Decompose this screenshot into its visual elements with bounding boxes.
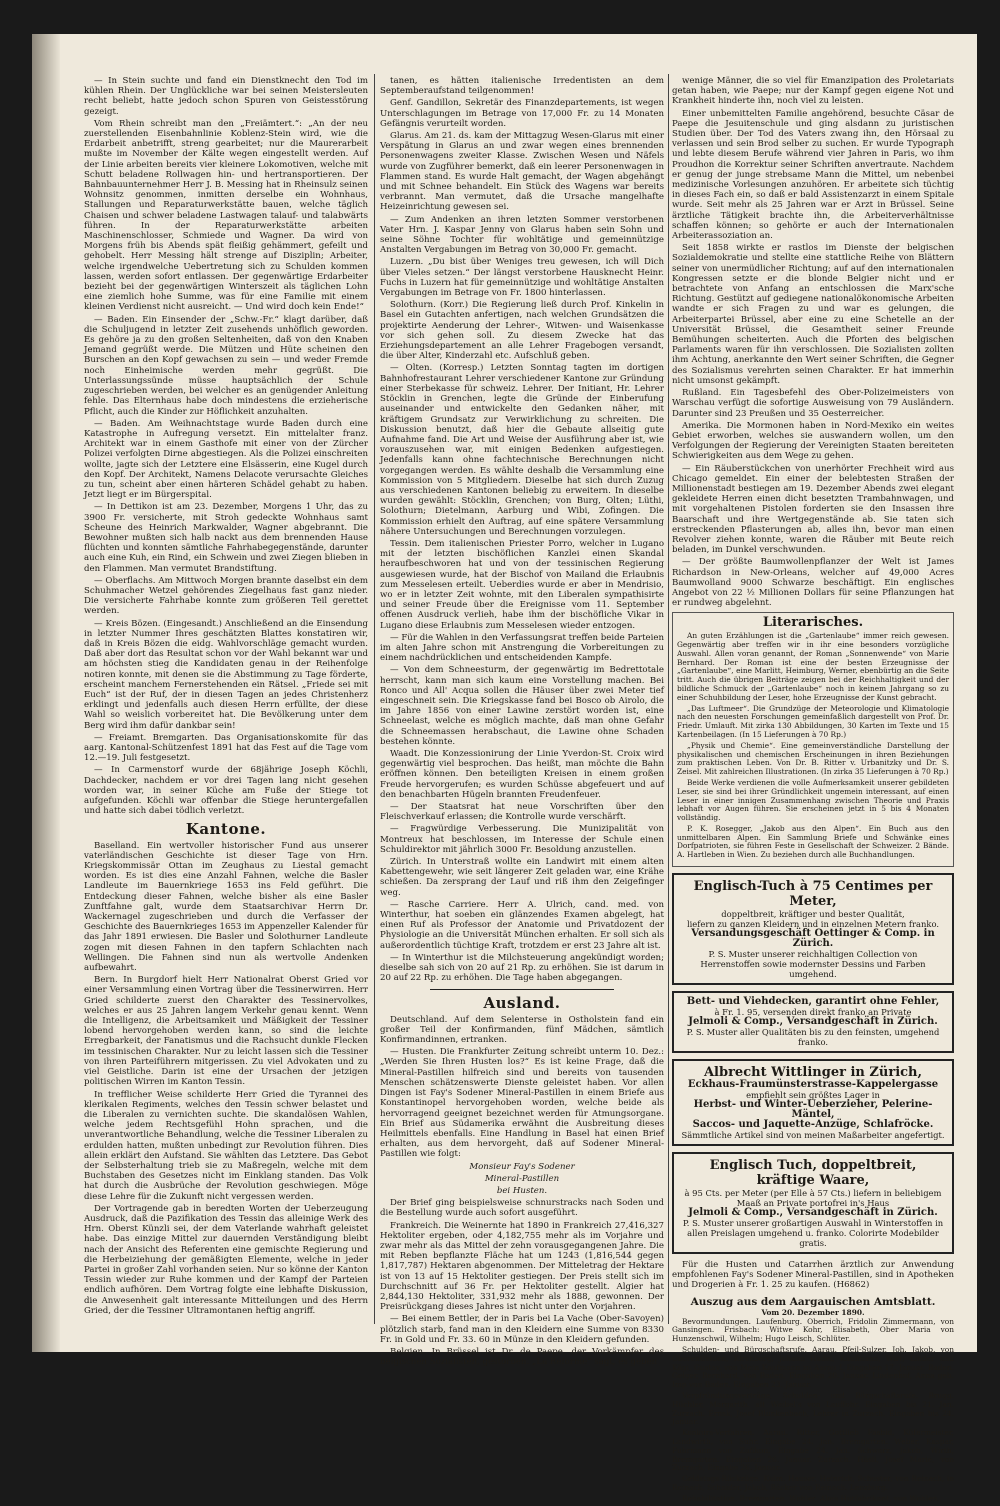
column-3 xyxy=(672,76,954,1506)
quoted-address-line: Monsieur Fay's Sodener xyxy=(469,1161,575,1172)
ad-text: Sämmtliche Artikel sind von meinen Maßarbeiter angefertigt. xyxy=(681,1130,945,1141)
advertisement-bettdecken-jelmoli xyxy=(672,991,954,1053)
literarisches-heading: Literarisches. xyxy=(762,615,864,631)
article-paragraph: — Husten. Die Frankfurter Zeitung schreibt unterm 10. Dez.: „Werden Sie Ihren Husten los?“ Es ist keine Frage, daß die Mineral-Pastillen hilfreich sind und bereits von tausenden Menschen schätzenswerte Dienste geleistet haben. Vor allen Dingen ist Fay's Sodener Mineral-Pastillen in einem Briefe aus Konstantinopel hervorgehoben worden, welche beide als hervorragend geeignet bezeichnet werden für Atmungsorgane. Ein Brief aus Südamerika erwähnt die Ausbreitung dieses Heilmittels ebenfalls. Eine Handlung in Basel hat einen Brief erhalten, aus dem hervorgeht, daß auf Sodener Mineral-Pastillen wie folgt: xyxy=(380,1047,664,1160)
article-paragraph: An guten Erzählungen ist die „Gartenlaube“ immer reich gewesen. Gegenwärtig aber treffen wir in ihr eine besonders vorzügliche Auswahl. Allen voran genannt, der Roman „Sonnenwende“ von Marie Bernhard. Der Roman ist eine der besten Erzeugnisse der „Gartenlaube“, eine Marlitt, Heimburg, Werner, ebenbürtig an die Seite tritt. Auch die übrigen Beiträge zeigen bei der Reichhaltigkeit und der bildliche Schmuck der „Gartenlaube“ noch in keinem Jahrgang so zu einer Schuhbildung der Leser, hohe Erzeugnisse der Kunst gebracht. xyxy=(677,631,949,702)
article-paragraph: Waadt. Die Konzessionirung der Linie Yverdon-St. Croix wird gegenwärtig viel besprochen. Das heißt, man möchte die Bahn eröffnen können. Den beteiligten Kreisen in einem großen Freude hervorgerufen; es wurden Schüsse abgefeuert und auf den benachbarten Hügeln brannten Freudenfeuer. xyxy=(380,749,664,800)
section-heading-kantone: Kantone. xyxy=(185,820,267,839)
column-1 xyxy=(84,76,368,1318)
advertisement-englisch-tuch-jelmoli xyxy=(672,1152,954,1254)
amtsblatt-entry: Rehabilitation. Bremgarten. Wohler, Alois Hutfabrikant, von Wohlen. xyxy=(682,1493,940,1503)
article-paragraph: Solothurn. (Korr.) Die Regierung ließ durch Prof. Kinkelin in Basel ein Gutachten anfertigen, nach welchen Grundsätzen die projektirte Aenderung der Lehrer-, Witwen- und Waisenkasse vor sich gehen soll. Zu diesem Zwecke hat das Erziehungsdepartement an alle Lehrer Fragebogen versandt, die über Alter, Kinderzahl etc. Aufschluß geben. xyxy=(380,300,664,362)
amtsblatt-entry: Konkurs-Verfahren. Aarau. Ritter, Gottlieb Fasbid, Küfermeister, Landwirth, von Suhr. Eingabe 24. Jan. Bremgarten. Weber, Kaspar, Fuhrmann von Zufikon. Eingabe 24. Jan. Schwarz, Jakob, Wirth, Bremgarten. Eingaben 26. Januar. Zurzach. Häsli, Josef Marie, von Zurzach, Eingabe 26. Januar. xyxy=(672,1428,954,1473)
article-paragraph: Vom Rhein schreibt man den „Freiämtert.“: „An der neu zuerstellenden Eisenbahnlinie Koblenz-Stein wird, wie die Erdarbeit anbetrifft, streng gearbeitet; nur die Maurerarbeit mußte im November der Kälte wegen eingestellt werden. Auf der Linie arbeiten bereits vier kleinere Lokomotiven, welche mit Schutt beladene Rollwagen hin- und hertransportieren. Der Bahnbauunternehmer Herr J. B. Messing hat in Rheinsulz seinen Wohnsitz genommen, inmitten derselbe ein Wohnhaus, Stallungen und Reparaturwerkstätte bauen, welche täglich Chaisen und schwer beladene Lastwagen talauf- und talabwärts führen. In der Reparaturwerkstätte arbeiten Maschinenschlosser, Schmiede und Wagner. Da wird von Morgens früh bis Abends spät fleißig gehämmert, gefeilt und gehobelt. Herr Messing hält strenge auf Disziplin; Arbeiter, welche irgendwelche Uebertretung sich zu Schulden kommen lassen, werden sofort entlassen. Der gegenwärtige Erdarbeiter bezieht bei der gegenwärtigen Winterszeit als täglichen Lohn eine ziemlich hohe Summe, was für eine Familie mit einem kleinen Verdienst nicht ausreicht. — Und wird doch kein Ende!“ xyxy=(84,118,368,313)
amtsblatt-entry: Verpfründungsverträge, Schulden- und Bürgschaftsrufe. Brugg. Hüchler, Margarith, alt Weibel's von Lauffohr. Eingaben bis 21. Jan. Zurzach. Ernsk, Josef Blunkenbach, Lehrer in Zurzach. Eingaben bis 24. Januar. xyxy=(672,1391,954,1427)
article-paragraph: Amerika. Die Mormonen haben in Nord-Mexiko ein weites Gebiet erworben, welches sie auswandern wollen, um den Verfolgungen der Regierung der Vereinigten Staaten bereiteten Schwierigkeiten aus dem Wege zu gehen. xyxy=(672,420,954,462)
literarisches-section xyxy=(672,612,954,867)
ad-headline: Englisch Tuch, doppeltbreit, kräftige Waare, xyxy=(709,1158,917,1189)
amtsblatt-entry: Schulden- und Bürgschaftsrufe. Aarau. Pfeil-Sulzer, Joh. Jakob, von Oberentfelden, Kirchberg, Johann Hadel, Kaufmann, Wirt; Linder und Kägi, Gustav, von Mein Kaufmann zu Aarau f. Eingaben 17. Januar. Baden. Geiger, Bernhard, von Baden, Eingaben 20. Januar. Lindenhof, Anna geb. Imp von Baden. Eingaben 23. Januar. xyxy=(672,1345,954,1390)
amtsblatt-entries xyxy=(672,1318,954,1504)
article-paragraph: — Kreis Bözen. (Eingesandt.) Anschließend an die Einsendung in letzter Nummer Ihres geschätzten Blattes konstatiren wir, daß in Kreis Bözen die eidg. Wahlvorschläge gemacht wurden. Daß aber dort das Resultat schon vor der Wahl bekannt war und am höchsten stieg die Kandidaten genau in der Reihenfolge notiren konnte, mit denen sie die Abstimmung zu Tage förderte, erscheint manchem Fernerstehenden ein Rätsel. „Friede sei mit Euch“ ist der Ruf, der in diesen Tagen an jedes Christenherz erklingt und jedenfalls auch diesen Herrn erfüllte, der diese Wahl so weislich vorbereitet hat. Die Bevölkerung unter dem Berg wird ihm dafür dankbar sein! xyxy=(84,618,368,731)
article-paragraph: — Oberflachs. Am Mittwoch Morgen brannte daselbst ein dem Schuhmacher Wetzel gehörendes Ziegelhaus fast ganz nieder. Die versicherte Fahrhabe konnte zum größeren Teil gerettet werden. xyxy=(84,575,368,617)
article-paragraph: wenige Männer, die so viel für Emanzipation des Proletariats getan haben, wie Paepe; nur der Kampf gegen eigene Not und Krankheit hinderte ihn, noch viel zu leisten. xyxy=(672,76,954,107)
article-paragraph: Baselland. Ein wertvoller historischer Fund aus unserer vaterländischen Geschichte ist dieser Tage von Hrn. Kriegskommissär Ottan im Zeughaus zu Liestal gemacht worden. Es ist dies eine Anzahl Fahnen, welche die Basler Landleute im Bauernkriege 1653 ins Feld geführt. Die Entdeckung dieser Fahnen, welche bisher als eine Basler Zunftfahne galt, wurde dem Staatsarchivar Herrn Dr. Wackernagel zugeschrieben und durch die Verfasser der Geschichte des Bauernkrieges 1653 im Appenzeller Kalender für das Jahr 1891 erwiesen. Die Basler und Solothurner Landleute zogen mit diesen Fahnen in den tapfern Schlachten nach Wellingen. Die Fahnen sind nun als wertvolle Andenken aufbewahrt. xyxy=(84,840,368,974)
ad-company: Jelmoli & Comp., Versandgeschäft in Zürich. xyxy=(688,1207,938,1219)
article-paragraph: „Physik und Chemie“. Eine gemeinverständliche Darstellung der physikalischen und chemischen Erscheinungen in ihren Beziehungen zum praktischen Leben. Von Dr. B. Ritter v. Urbanitzky und Dr. S. Zeisel. Mit zahlreichen Illustrationen. (In zirka 35 Lieferungen à 70 Rp.) xyxy=(677,740,949,777)
article-paragraph: Der Brief ging beispielsweise schnurstracks nach Soden und die Bestellung wurde auch sofort ausgeführt. xyxy=(380,1198,664,1219)
article-paragraph: — Von dem Schneesturm, der gegenwärtig im Bedrettotale herrscht, kann man sich kaum eine Vorstellung machen. Bei Ronco und All' Acqua sollen die Häuser über zwei Meter tief eingeschneit sein. Die Kriegskasse fand bei Bosco ob Airolo, die im Jahre 1856 von einer Lawine zerstört worden ist, eine Schneelast, welche es möglich machte, daß man ohne Gefahr die Schneemassen herabschaut, die Lawine ohne Schaden bestehen könnte. xyxy=(380,665,664,747)
article-paragraph: Tessin. Dem italienischen Priester Porro, welcher in Lugano mit der letzten bischöflichen Kanzlei einen Skandal heraufbeschworen hat und von der tessinischen Regierung ausgewiesen wurde, hat der Bischof von Mailand die Erlaubnis zum Messelesen erteilt. Ueberdies wurde er aber in Mendrisio, wo er in letzter Zeit wohnte, mit den Liberalen sympathisirte und seiner Freude über die Ereignisse vom 11. September offenen Ausdruck verlieh, habe ihm der bischöfliche Vikar in Lugano diese Erlaubnis zum Messelesen wieder entzogen. xyxy=(380,538,664,631)
newspaper-page xyxy=(32,34,977,1503)
column-2 xyxy=(380,76,664,1369)
section-divider xyxy=(430,989,614,990)
article-paragraph: Luzern. „Du bist über Weniges treu gewesen, ich will Dich über Vieles setzen.“ Der längst verstorbene Hausknecht Heinr. Fuchs in Luzern hat für gemeinnützige und wohltätige Anstalten Vergabungen im Betrage von Fr. 1800 hinterlassen. xyxy=(380,257,664,299)
ad-text: Saccos- und Jaquette-Anzüge, Schlafröcke. xyxy=(692,1119,934,1131)
article-paragraph: Seit 1858 wirkte er rastlos im Dienste der belgischen Sozialdemokratie und stellte eine stattliche Reihe von Blättern seiner von unermüdlicher Richtung; auf auf den internationalen Kongressen setzte er die blonde Belgier nicht und er betrachtete von Anfang an entschlossen die Marx'sche Richtung. Gestützt auf gediegene nationalökonomische Arbeiten wandte er sich Fragen zu und war es gelungen, die Arbeiterpartei Brüssel, aber eine zu eine Schetelle an der Universität Brüssel, die Gesamtheit seiner Freunde Bemühungen scheiterten. Auch die Pforten des belgischen Parlaments waren für ihn verschlossen. Die Sozialisten zollten ihm Achtung, anerkannte den Wert seiner Schriften, die Gegner des Sozialismus verehrten seinen Charakter. Er hat immerhin nicht umsonst gekämpft. xyxy=(672,243,954,386)
article-paragraph: „Das Luftmeer“. Die Grundzüge der Meteorologie und Klimatologie nach den neuesten Forschungen gemeinfaßlich dargestellt von Prof. Dr. Friedr. Umlauft. Mit zirka 130 Abbildungen, 30 Karten im Texte und 15 Kartenbeilagen. (In 15 Lieferungen à 70 Rp.) xyxy=(677,703,949,739)
section-heading-ausland: Ausland. xyxy=(483,994,561,1013)
article-paragraph: Frankreich. Die Weinernte hat 1890 in Frankreich 27,416,327 Hektoliter ergeben, oder 4,182,755 mehr als im Vorjahre und zwar mehr als das Mittel der zehn vorausgegangenen Jahre. Die mit Reben bepflanzte Fläche hat um 1243 (1,816,544 gegen 1,817,787) Hektaren abgenommen. Der Mitteletrag der Hektare ist von 13 auf 15 Hektoliter gestiegen. Der Preis stellt sich im Durchschnitt auf 36 Fr. per Hektoliter gestellt. Algier hat 2,844,130 Hektoliter, 331,932 mehr als 1888, gewonnen. Der Preisrückgang dieses Jahres ist nicht unter den Vorjahren. xyxy=(380,1220,664,1313)
ad-text: P. S. Muster unserer reichhaltigen Collection von Herrenstoffen sowie modernster Dessins und Farben umgehend. xyxy=(700,949,926,980)
article-paragraph: — Der Staatsrat hat neue Vorschriften über den Fleischverkauf erlassen; die Kontrolle wurde verschärft. xyxy=(380,802,664,823)
article-paragraph: — In Stein suchte und fand ein Dienstknecht den Tod im kühlen Rhein. Der Unglückliche war bei seinen Meistersleuten recht beliebt, hatte jedoch schon Spuren von Geistesstörung gezeigt. xyxy=(84,76,368,117)
article-paragraph: Zürich. In Unterstraß wollte ein Landwirt mit einem alten Kabettengewehr, wie seit längerer Zeit geladen war, eine Krähe schießen. Da zersprang der Lauf und riß ihm den Zeigefinger weg. xyxy=(380,857,664,898)
article-paragraph: — Freiamt. Bremgarten. Das Organisationskomite für das aarg. Kantonal-Schützenfest 1891 hat das Fest auf die Tage vom 12.—19. Juli festgesetzt. xyxy=(84,732,368,764)
advertisement-fays-pastillen: Für die Husten und Catarrhen ärztlich zur Anwendung empfohlenen Fay's Sodener Mineral-Pastillen, sind in Apotheken und Drogerien à Fr. 1. 25 zu kaufen. (H6862) xyxy=(672,1260,954,1291)
article-paragraph: — Ein Räuberstückchen von unerhörter Frechheit wird aus Chicago gemeldet. Ein einer der belebtesten Straßen der Millionenstadt bestiegen am 19. Dezember Abends zwei elegant gekleidete Herren einen dicht besetzten Trambahnwagen, und mit vorgehaltenen Pistolen forderten sie den Insassen ihre Baarschaft und ihre Wertgegenstände ab. Sie taten sich erstreckenden Pflasterungen ab, alles ihn, bevor man einen Revolver ziehen konnte, waren die Räuber mit Beute reich beladen, im Dunkel verschwunden. xyxy=(672,463,954,556)
article-paragraph: — In Carmenstorf wurde der 68jährige Joseph Köchli, Dachdecker, nachdem er vor drei Tagen lang nicht gesehen worden war, in seiner Küche am Fuße der Stiege tot aufgefunden. Köchli war offenbar die Stiege heruntergefallen und hatte sich dabei tödlich verletzt. xyxy=(84,765,368,817)
ad-company: Versandungsgeschäft Oettinger & Comp. in Zürich. xyxy=(691,928,935,950)
article-paragraph: — Rasche Carriere. Herr A. Ulrich, cand. med. von Winterthur, hat soeben ein glänzendes Examen abgelegt, hat einen Ruf als Professor der Anatomie und Privatdozent der Physiologie an die Universität München erhalten. Er soll sich als außerordentlich tüchtige Kraft, trotzdem er erst 23 Jahre alt ist. xyxy=(380,899,664,951)
column-rule-2 xyxy=(668,74,669,1324)
article-paragraph: — Fragwürdige Verbesserung. Die Munizipalität von Montreux hat beschlossen, im Interesse der Schule einen Schuldirektor mit jährlich 3000 Fr. Besoldung anzustellen. xyxy=(380,824,664,855)
ad-text: à Fr. 1. 95, versenden direkt franko an Private xyxy=(714,1007,912,1018)
amtsblatt-entry: Geldstags-Rückzüge. Kulm. Hauser, Heinrich, Schuster, von Reinach, in Reinach, Schnider, Jakob, Bäcker von Reinach. Lenzburg. xyxy=(672,1474,954,1493)
ad-text: Herbst- und Winter-Ueberzieher, Pelerine-Mäntel, xyxy=(693,1099,933,1121)
article-paragraph: — Der größte Baumwollenpflanzer der Welt ist James Richardson in New-Orleans, welcher auf 49,000 Acres Baumwolland 9000 Schwarze beschäftigt. Ein englisches Angebot von 22 ½ Millionen Dollars für seine Pflanzungen hat er rundweg abgelehnt. xyxy=(672,557,954,609)
advertisement-wittlinger xyxy=(672,1059,954,1146)
article-paragraph: In trefflicher Weise schilderte Herr Gried die Tyrannei des klerikalen Regiments, welches den Tessin schwer belastet und die Liberalen zu vernichten suchte. Die skandalösen Wahlen, welche jedem Rechtsgefühl Hohn sprachen, und die unverantwortliche Behandlung, welche die Tessiner Liberalen zu erdulden hatten, mußten unbedingt zur Revolution führen. Dies allein erklärt den Aufstand. Sie wählten das Letztere. Das Gebot der Selbsterhaltung trieb sie zu Maßregeln, welche mit dem Buchstaben des Gesetzes nicht im Einklang standen. Das Volk hat durch die Ausbrüche der Revolution geschwiegen. Möge diese Lehre für die Zukunft nicht vergessen werden. xyxy=(84,1089,368,1202)
ad-text: à 95 Cts. per Meter (per Elle à 57 Cts.) liefern in beliebigem Maaß an Private portofrei in's Haus xyxy=(684,1188,942,1209)
ad-text: Eckhaus-Fraumünsterstrasse-Kappelergasse xyxy=(687,1079,939,1091)
article-paragraph: tanen, es hätten italienische Irredentisten an dem Septemberaufstand teilgenommen! xyxy=(380,76,664,97)
article-paragraph: — Bei einem Bettler, der in Paris bei La Vache (Ober-Savoyen) plötzlich starb, fand man in den Kleidern eine Summe von 8330 Fr. in Gold und Fr. 33. 60 in Münze in den Kleidern gefunden. xyxy=(380,1314,664,1345)
article-paragraph: Bern. In Burgdorf hielt Herr Nationalrat Oberst Gried vor einer Versammlung einen Vortrag über die Tessinerwirren. Herr Gried schilderte zuerst den Charakter des Tessinervolkes, welches er aus 25 Jahren langem Verkehr genau kennt. Wenn die Intelligenz, die Arbeitsamkeit und Mäßigkeit der Tessiner lobend hervorgehoben werden kann, so sind die leichte Erregbarkeit, der Fanatismus und die Rachsucht dunkle Flecken im tessinischen Charakter. Nur zu leicht lassen sich die Tessiner von ihren Parteiführern mitgerissen. Zu viel Advokaten und zu viel Geistliche. Darin ist eine der Ursachen der jetzigen politischen Wirren im Kanton Tessin. xyxy=(84,975,368,1088)
ad-text: doppeltbreit, kräftiger und bester Qualität, xyxy=(721,909,905,920)
ad-headline: Bett- und Viehdecken, garantirt ohne Fehler, xyxy=(686,996,940,1008)
ad-company: Jelmoli & Comp., Versandgeschäft in Zürich. xyxy=(688,1016,938,1028)
column-rule-1 xyxy=(374,74,375,1324)
advertisement-englisch-tuch-oettinger xyxy=(672,873,954,985)
article-paragraph: — In Dettikon ist am 23. Dezember, Morgens 1 Uhr, das zu 3900 Fr. versicherte, mit Stroh gedeckte Wohnhaus samt Scheune des Heinrich Markwalder, Wagner abgebrannt. Die Bewohner mußten sich halb nackt aus dem brennenden Hause flüchten und konnten sämtliche Fahrhabegegenstände, darunter auch eine Kuh, ein Rind, ein Schwein und zwei Ziegen blieben in den Flammen. Man vermutet Brandstiftung. xyxy=(84,502,368,574)
article-paragraph: — Baden. Ein Einsender der „Schw.-Fr.“ klagt darüber, daß die Schuljugend in letzter Zeit zusehends unhöflich geworden. Es gehöre ja zu den großen Seltenheiten, daß von den Knaben Jemand gegrüßt werde. Die Mützen und Hüte scheinen den Burschen an den Kopf gewachsen zu sein — und weder Fremde noch Einheimische werden mehr gegrüßt. Die Unterlassungssünde müsse hauptsächlich der Schule zugeschrieben werden, bei welcher es an genügender Anleitung fehle. Das Elternhaus habe doch mindestens die erzieherische Pflicht, auch die Kinder zur Höflichkeit anzuhalten. xyxy=(84,314,368,417)
amtsblatt-entry: Bevormundungen. Laufenburg. Oberrich, Fridolin Zimmermann, von Gansingen. Frisbach: Witwe Kohr, Elisabeth, Ober Maria von Hunzenschwil, Wilhelm; Hugo Leisch, Schlüter. xyxy=(672,1316,954,1344)
article-paragraph: Einer unbemittelten Familie angehörend, besuchte Cäsar de Paepe die Jesuitenschule und ging alsdann zu juristischen Studien über. Der Tod des Vaters zwang ihn, den Hörsaal zu verlassen und sein Brod selber zu suchen. Er wurde Typograph und lebte diesem Berufe während vier Jahren in Paris, wo ihm Proudhon die Korrektur seiner Schriften anvertraute. Nachdem er genug der junge strebsame Mann die Mittel, um nebenbei medizinische Vorlesungen anzuhören. Er arbeitete sich tüchtig in dieses Fach ein, so daß er bald Assistenzarzt in einem Spitale wurde. Seit mehr als 25 Jahren war er Arzt in Brüssel. Seine ärztliche Tätigkeit brachte ihn, die Arbeiterverhältnisse schaffen können; so gehörte er auch der Internationalen Arbeiterassoziation an. xyxy=(672,108,954,242)
quoted-address-line: Mineral-Pastillen xyxy=(484,1173,560,1184)
article-paragraph: Rußland. Ein Tagesbefehl des Ober-Polizeimeisters von Warschau verfügt die sofortige Ausweisung von 79 Ausländern. Darunter sind 23 Preußen und 35 Oesterreicher. xyxy=(672,388,954,419)
article-paragraph: Genf. Gandillon, Sekretär des Finanzdepartements, ist wegen Unterschlagungen im Betrage von 17,000 Fr. zu 14 Monaten Gefängnis verurteilt worden. xyxy=(380,98,664,129)
article-paragraph: — Für die Wahlen in den Verfassungsrat treffen beide Parteien im alten Jahre schon mit Anstrengung die Vorbereitungen zu einem nachdrücklichen und entscheidenden Kampfe. xyxy=(380,632,664,664)
article-paragraph: Der Vortragende gab in beredten Worten der Ueberzeugung Ausdruck, daß die Pazifikation des Tessin das alleinige Werk des Hrn. Oberst Künzli sei, der dem Vaterlande wahrhaft geleistet habe. Das einzige Mittel zur dauernden Verständigung bleibt nach der Ansicht des Referenten eine gemischte Regierung und die Herbeiziehung der gemäßigten Elemente, welche in jeder Partei in großer Zahl vorhanden seien. Nur so könne der Kanton Tessin wieder zur Ruhe kommen und der Kampf der Parteien endlich aufhören. Dem Vortrag folgte eine lebhafte Diskussion, die Anwesenheit galt interessante Mitteilungen und des Herrn Gried, der die Tessiner Ultramontanen heftig angriff. xyxy=(84,1203,368,1316)
ad-text: liefern zu ganzen Kleidern und in einzelnen Metern franko. xyxy=(686,919,940,930)
ad-headline: Albrecht Wittlinger in Zürich, xyxy=(703,1065,923,1081)
article-paragraph: Belgien. In Brüssel ist Dr. de Paepe, der Vorkämpfer des belgischen Sozialisten, gestorben. „La Reforme“ sagt, es geben xyxy=(380,1346,664,1368)
ad-headline: Englisch-Tuch à 75 Centimes per Meter, xyxy=(693,879,933,910)
article-paragraph: — Baden. Am Weihnachtstage wurde Baden durch eine Katastrophe in Aufregung versetzt. Ein mittelalter franz. Architekt war in einem Gasthofe mit einer von der Zürcher Polizei verfolgten Dirne abgestiegen. Als die Polizei einschreiten wollte, jagte sich der Letztere eine Elsässerin, eine Kugel durch den Kopf. Der Architekt, Namens Delacote verursachte Gleiches zu tun, scheint aber einen härteren Schädel gehabt zu haben. Jetzt liegt er im Bürgerspital. xyxy=(84,418,368,501)
page-binding-shadow xyxy=(32,34,60,1352)
amtsblatt-date: Vom 20. Dezember 1890. xyxy=(761,1307,865,1317)
quoted-address-line: bei Husten. xyxy=(496,1185,548,1196)
ad-text: P. S. Muster unserer großartigen Auswahl in Winterstoffen in allen Preislagen umgehend u. franko. Colorirte Modebilder gratis. xyxy=(682,1218,944,1249)
article-paragraph: — Olten. (Korresp.) Letzten Sonntag tagten im dortigen Bahnhofrestaurant Lehrer verschiedener Kantone zur Gründung einer Sterbekasse für schweiz. Lehrer. Der Initiant, Hr. Lehrer Stöcklin in Grenchen, legte die Gründe der Einberufung auseinander und entwickelte den Gedanken näher, mit kräftigem Grundsatz zur Verwirklichung zu schreiten. Die Diskussion benutzt, daß hier die Gebaute allseitig gute Aufnahme fand. Die Art und Weise der Ausführung aber ist, wie vorauszusehen war, mit einigen Bedenken aufgestiegen. Jedenfalls kann ohne fachtechnische Berechnungen nicht vorgegangen werden. Es wählte deshalb die Versammlung eine Kommission von 5 Mitgliedern. Dieselbe hat sich durch Zuzug aus verschiedenen Kantonen beliebig zu erweitern. In dieselbe wurden gewählt: Stöcklin, Grenchen; von Burg, Olten; Lüthi, Solothurn; Dietelmann, Aarburg und Wibi, Zofingen. Die Kommission erhielt den Auftrag, auf eine spätere Versammlung nähere Untersuchungen und Berechnungen vorzulegen. xyxy=(380,363,664,537)
article-paragraph: Glarus. Am 21. ds. kam der Mittagzug Wesen-Glarus mit einer Verspätung in Glarus an und zwar wegen eines brennenden Personenwagens zweiter Klasse. Zwischen Wesen und Näfels wurde von Zugführer bemerkt, daß ein leerer Personenwagen in Flammen stand. Es wurde Halt gemacht, der Wagen abgehängt und mit Schnee behandelt. Ein Stück des Wagens war bereits verbrannt. Man vermutet, daß die Ursache mangelhafte Heizeinrichtung gewesen sei. xyxy=(380,131,664,213)
article-paragraph: P. K. Rosegger, „Jakob aus den Alpen“. Ein Buch aus den unmittelbaren Alpen. Ein Sammlung Briefe und Schwänke eines Dorfpatrioten, sie führen Feste in Gesellschaft der Schweizer. 2 Bände. A. Hartleben in Wien. Zu beziehen durch alle Buchhandlungen. xyxy=(677,823,949,860)
ad-text: P. S. Muster aller Qualitäten bis zu den feinsten, umgehend franko. xyxy=(686,1027,940,1048)
article-paragraph: Deutschland. Auf dem Selenterse in Ostholstein fand ein großer Teil der Konfirmanden, fünf Mädchen, sämtlich Konfirmandinnen, ertranken. xyxy=(380,1014,664,1046)
ad-text: empfiehlt sein größtes Lager in xyxy=(746,1090,880,1101)
article-paragraph: — Zum Andenken an ihren letzten Sommer verstorbenen Vater Hrn. J. Kaspar Jenny von Glarus haben sein Sohn und seine Söhne Tochter für wohltätige und gemeinnützige Anstalten Vergabungen im Betrag von 30,000 Fr. gemacht. xyxy=(380,214,664,256)
article-paragraph: — In Winterthur ist die Milchsteuerung angekündigt worden; dieselbe sah sich von 20 auf 21 Rp. zu erhöhen. Sie ist darum in 20 auf 22 Rp. zu erhöhen. Die Tage haben abgegangen. xyxy=(380,952,664,984)
amtsblatt-heading: Auszug aus dem Aargauischen Amtsblatt. xyxy=(690,1295,936,1308)
article-paragraph: Beide Werke verdienen die volle Aufmerksamkeit unserer gebildeten Leser, sie sind bei ihrer Gründlichkeit ungemein interessant, auf einen Leser in einer innigen Zusammenhang zwischen Theorie und Praxis lebhaft vor Augen führen. Sie erscheinen jetzt in 5 bis 4 Monaten vollständig. xyxy=(677,777,949,823)
